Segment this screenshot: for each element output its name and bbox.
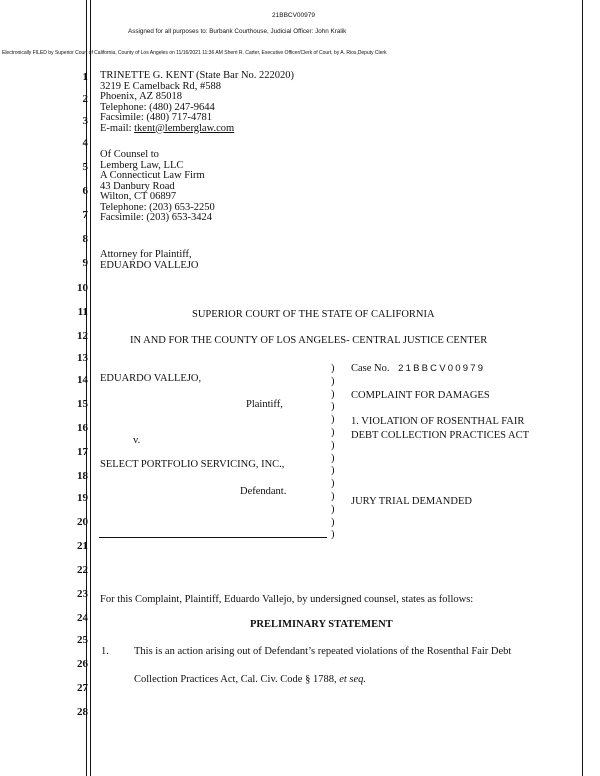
line-number: 7 bbox=[82, 209, 88, 221]
line-number: 2 bbox=[82, 93, 88, 105]
line-number: 1 bbox=[82, 71, 88, 83]
et-seq: et seq. bbox=[339, 674, 367, 685]
attorney-line: 3219 E Camelback Rd, #588 bbox=[100, 80, 222, 92]
header-case-number: 21BBCV00979 bbox=[272, 12, 316, 19]
caption-paren: ) bbox=[331, 439, 335, 451]
line-number: 15 bbox=[77, 398, 88, 410]
line-number: 27 bbox=[77, 682, 88, 694]
line-number: 14 bbox=[77, 374, 88, 386]
counsel-line: Facsimile: (203) 653-3424 bbox=[100, 212, 212, 223]
complaint-title: COMPLAINT FOR DAMAGES bbox=[351, 390, 490, 401]
attorney-line: Facsimile: (480) 717-4781 bbox=[100, 112, 212, 123]
jury-demand: JURY TRIAL DEMANDED bbox=[351, 496, 472, 507]
counsel-block bbox=[100, 150, 215, 224]
line-number: 22 bbox=[77, 564, 88, 576]
attorney-for-line: EDUARDO VALLEJO bbox=[100, 259, 199, 271]
case-number-label: Case No. bbox=[351, 363, 390, 374]
caption-paren: ) bbox=[331, 465, 335, 477]
attorney-line: Phoenix, AZ 85018 bbox=[100, 91, 182, 102]
cause-of-action-line-2: DEBT COLLECTION PRACTICES ACT bbox=[351, 430, 530, 441]
right-margin-rule bbox=[582, 0, 583, 776]
counsel-line: A Connecticut Law Firm bbox=[100, 170, 205, 181]
email-link[interactable]: tkent@lemberglaw.com bbox=[134, 122, 235, 134]
line-number: 11 bbox=[77, 306, 88, 318]
line-number: 13 bbox=[77, 352, 88, 364]
caption-paren: ) bbox=[331, 529, 335, 541]
caption-paren: ) bbox=[331, 427, 335, 438]
line-number: 26 bbox=[77, 658, 88, 670]
caption-paren: ) bbox=[331, 363, 335, 374]
line-number: 8 bbox=[82, 233, 88, 245]
paragraph-1-line-1: This is an action arising out of Defendant’s repeated violations of the Rosenthal Fair Debt bbox=[134, 646, 512, 657]
line-number: 21 bbox=[77, 540, 88, 552]
paragraph-1-line-2 bbox=[134, 674, 366, 685]
caption-paren: ) bbox=[331, 516, 335, 528]
line-number: 24 bbox=[77, 612, 88, 624]
cause-of-action-line-1: 1. VIOLATION OF ROSENTHAL FAIR bbox=[351, 416, 525, 427]
caption-paren: ) bbox=[331, 503, 335, 515]
line-number: 4 bbox=[82, 137, 88, 149]
line-number: 6 bbox=[82, 185, 88, 197]
defendant-label: Defendant. bbox=[240, 486, 287, 497]
court-name: SUPERIOR COURT OF THE STATE OF CALIFORNIA bbox=[192, 309, 435, 320]
plaintiff-name: EDUARDO VALLEJO, bbox=[100, 373, 202, 384]
email-label: E-mail: bbox=[100, 122, 135, 134]
caption-paren: ) bbox=[331, 401, 335, 413]
caption-paren: ) bbox=[331, 388, 335, 400]
attorney-line: Telephone: (480) 247-9644 bbox=[100, 101, 215, 113]
caption-paren: ) bbox=[331, 478, 335, 490]
versus: v. bbox=[133, 435, 141, 446]
caption-paren: ) bbox=[331, 414, 335, 426]
intro-paragraph: For this Complaint, Plaintiff, Eduardo Vallejo, by undersigned counsel, states as follows: bbox=[100, 594, 474, 605]
attorney-for-block bbox=[100, 250, 199, 271]
line-number: 19 bbox=[77, 492, 88, 504]
line-number: 12 bbox=[77, 330, 88, 342]
attorney-email-line bbox=[100, 124, 294, 135]
assignment-line: Assigned for all purposes to: Burbank Courthouse, Judicial Officer: John Kralik bbox=[128, 28, 347, 35]
line-number: 16 bbox=[77, 422, 88, 434]
paragraph-1-text: Collection Practices Act, Cal. Civ. Code § 1788, bbox=[134, 674, 340, 685]
counsel-line: Of Counsel to bbox=[100, 149, 159, 160]
line-number: 20 bbox=[77, 516, 88, 528]
caption-underline bbox=[99, 537, 327, 538]
attorney-block bbox=[100, 71, 294, 134]
plaintiff-label: Plaintiff, bbox=[246, 399, 283, 410]
caption-paren: ) bbox=[331, 452, 335, 464]
counsel-line: Lemberg Law, LLC bbox=[100, 159, 184, 171]
line-number: 9 bbox=[82, 257, 88, 269]
counsel-line: Wilton, CT 06897 bbox=[100, 191, 177, 202]
court-county: IN AND FOR THE COUNTY OF LOS ANGELES- CENTRAL JUSTICE CENTER bbox=[130, 335, 488, 346]
attorney-line: TRINETTE G. KENT (State Bar No. 222020) bbox=[100, 70, 295, 81]
defendant-name: SELECT PORTFOLIO SERVICING, INC., bbox=[100, 459, 285, 470]
section-heading: PRELIMINARY STATEMENT bbox=[250, 619, 393, 630]
attorney-for-line: Attorney for Plaintiff, bbox=[100, 249, 192, 260]
line-number: 18 bbox=[77, 470, 88, 482]
line-number: 28 bbox=[77, 706, 88, 718]
counsel-line: 43 Danbury Road bbox=[100, 180, 175, 192]
line-number: 23 bbox=[77, 588, 88, 600]
counsel-line: Telephone: (203) 653-2250 bbox=[100, 201, 215, 213]
line-number: 5 bbox=[82, 161, 88, 173]
electronic-filing-stamp: Electronically FILED by Superior Court of California, County of Los Angeles on 11/16/2021 11:36 AM Sherri R. Carter, Executive Officer/Clerk of Court, by A. Rios,Deputy Clerk bbox=[2, 50, 387, 56]
left-margin-rule-2 bbox=[90, 0, 91, 776]
case-number-line bbox=[351, 363, 485, 374]
line-number: 17 bbox=[77, 446, 88, 458]
caption-paren: ) bbox=[331, 375, 335, 387]
paragraph-number: 1. bbox=[101, 646, 109, 657]
line-number: 10 bbox=[77, 282, 88, 294]
caption-paren: ) bbox=[331, 491, 335, 502]
case-number-value: 21BBCV00979 bbox=[398, 363, 486, 374]
line-number: 25 bbox=[77, 634, 88, 646]
line-number: 3 bbox=[82, 115, 88, 127]
